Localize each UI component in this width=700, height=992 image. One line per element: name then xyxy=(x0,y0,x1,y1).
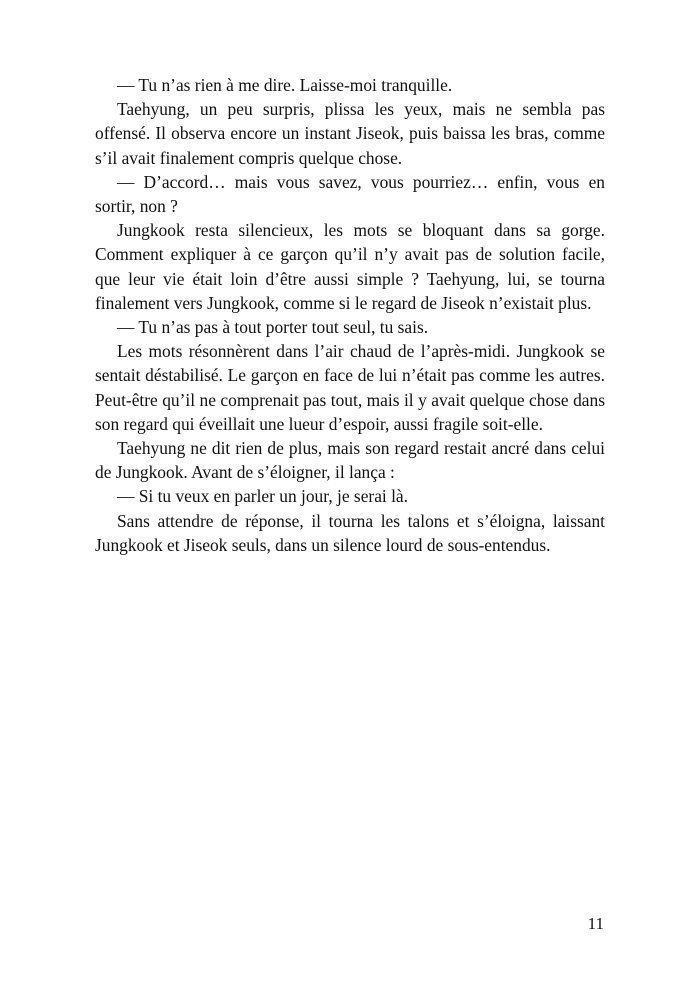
paragraph-9: Sans attendre de réponse, il tourna les talons et s’éloigna, laissant Jungkook et Jiseok seuls, dans un silence lourd de sous-entendus. xyxy=(95,510,605,555)
paragraph-1: — Tu n’as rien à me dire. Laisse-moi tranquille. xyxy=(117,75,453,95)
paragraph-6: Les mots résonnèrent dans l’air chaud de l’après-midi. Jungkook se sentait déstabilisé. Le garçon en face de lui n’était pas comme les autres. Peut-être qu’il ne comprenait pas tout, mais il y avait quelque chose dans son regard qui éveillait une lueur d’espoir, aussi fragile soit-elle. xyxy=(95,341,605,434)
paragraph-5: — Tu n’as pas à tout porter tout seul, tu sais. xyxy=(117,317,429,338)
page-number: 11 xyxy=(587,914,604,933)
paragraph-7: Taehyung ne dit rien de plus, mais son regard restait ancré dans celui de Jungkook. Avant de s’éloigner, il lança : xyxy=(95,438,605,483)
paragraph-8: — Si tu veux en parler un jour, je serai là. xyxy=(117,486,408,507)
paragraph-3: — D’accord… mais vous savez, vous pourriez… enfin, vous en sortir, non ? xyxy=(95,171,605,217)
paragraph-2: Taehyung, un peu surpris, plissa les yeux, mais ne sembla pas offensé. Il observa encore un instant Jiseok, puis baissa les bras, comme s’il avait finalement compris quelque chose. xyxy=(95,99,605,168)
paragraph-4: Jungkook resta silencieux, les mots se bloquant dans sa gorge. Comment expliquer à ce garçon qu’il n’y avait pas de solution facile, que leur vie était loin d’être aussi simple ? Taehyung, lui, se tourna finalement vers Jungkook, comme si le regard de Jiseok n’existait plus. xyxy=(95,220,605,313)
body-text xyxy=(95,73,605,557)
